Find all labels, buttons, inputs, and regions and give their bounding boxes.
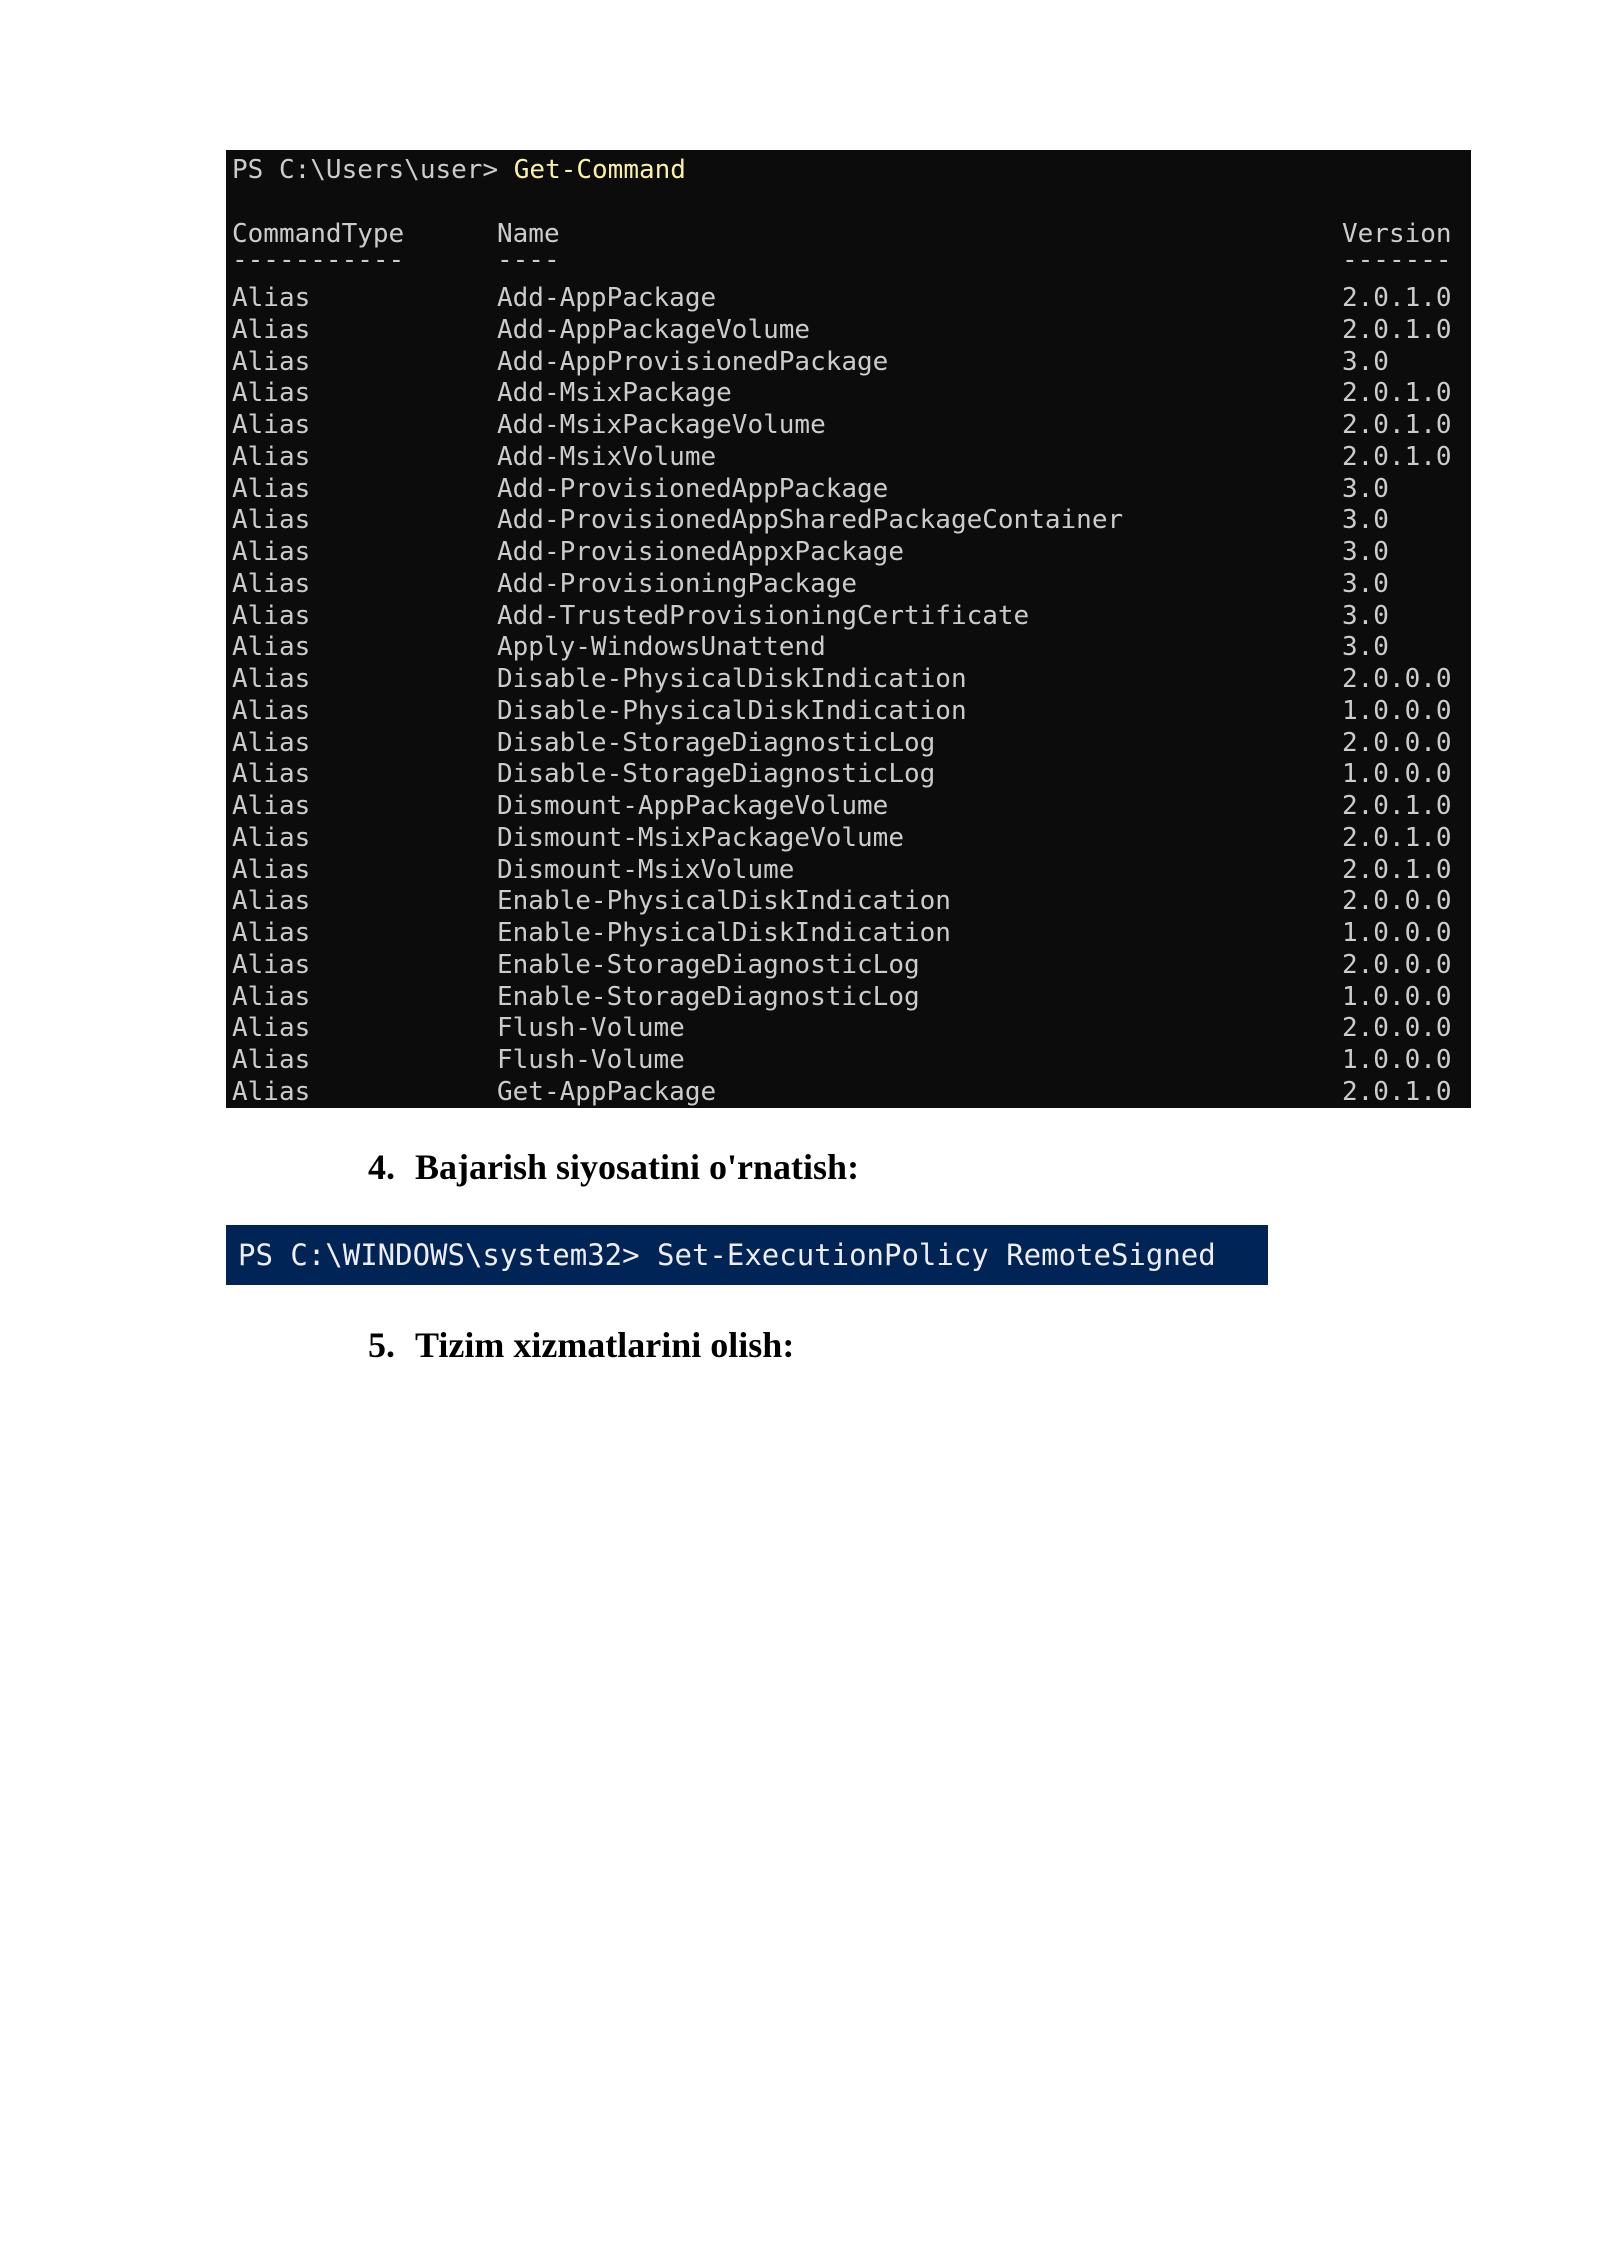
table-row (226, 282, 1471, 314)
row-commandtype: Alias (232, 632, 311, 663)
row-version: 2.0.1.0 (1342, 283, 1452, 313)
row-name: Add-AppPackageVolume (497, 314, 811, 345)
row-name: Add-ProvisionedAppPackage (497, 473, 889, 504)
row-version: 1.0.0.0 (1342, 759, 1452, 790)
section-4-number: 4. (368, 1147, 395, 1187)
row-name: Dismount-AppPackageVolume (497, 791, 889, 821)
row-commandtype: Alias (232, 1013, 311, 1044)
row-commandtype: Alias (232, 981, 311, 1012)
section-5-heading (368, 1324, 794, 1366)
row-commandtype: Alias (232, 854, 311, 885)
row-name: Enable-PhysicalDiskIndication (497, 886, 951, 917)
row-commandtype: Alias (232, 505, 311, 536)
row-commandtype: Alias (232, 378, 311, 409)
row-version: 3.0 (1342, 600, 1389, 631)
row-name: Disable-PhysicalDiskIndication (497, 664, 967, 694)
underline-commandtype: ----------- (232, 245, 405, 275)
row-version: 2.0.1.0 (1342, 314, 1452, 345)
table-row (226, 631, 1471, 663)
table-row (226, 981, 1471, 1013)
row-version: 3.0 (1342, 473, 1389, 504)
section-5-number: 5. (368, 1325, 395, 1365)
row-name: Flush-Volume (497, 1045, 685, 1075)
table-row (226, 1076, 1471, 1108)
table-row (226, 536, 1471, 568)
row-name: Add-MsixVolume (497, 441, 717, 472)
row-version: 1.0.0.0 (1342, 918, 1452, 948)
terminal-command: Get-Command (513, 155, 686, 185)
row-version: 2.0.1.0 (1342, 822, 1452, 853)
underline-version: ------- (1342, 245, 1452, 275)
row-version: 2.0.1.0 (1342, 410, 1452, 440)
row-name: Add-MsixPackage (497, 378, 732, 409)
row-version: 1.0.0.0 (1342, 981, 1452, 1012)
execution-policy-screenshot (226, 1225, 1268, 1285)
table-underline-row (226, 244, 1471, 276)
table-row (226, 790, 1471, 822)
row-name: Enable-PhysicalDiskIndication (497, 918, 951, 948)
table-row (226, 695, 1471, 727)
row-commandtype: Alias (232, 949, 311, 980)
section-5-title: Tizim xizmatlarini olish: (415, 1325, 795, 1365)
table-row (226, 727, 1471, 759)
row-version: 2.0.0.0 (1342, 664, 1452, 694)
row-version: 1.0.0.0 (1342, 1045, 1452, 1075)
table-row (226, 917, 1471, 949)
row-commandtype: Alias (232, 822, 311, 853)
header-commandtype: CommandType (232, 219, 405, 249)
row-commandtype: Alias (232, 727, 311, 758)
row-commandtype: Alias (232, 759, 311, 790)
row-name: Add-AppProvisionedPackage (497, 346, 889, 377)
table-row (226, 346, 1471, 378)
table-row (226, 314, 1471, 346)
row-commandtype: Alias (232, 346, 311, 377)
row-commandtype: Alias (232, 441, 311, 472)
row-commandtype: Alias (232, 1076, 311, 1107)
header-version: Version (1342, 219, 1452, 249)
row-commandtype: Alias (232, 568, 311, 599)
row-name: Apply-WindowsUnattend (497, 632, 826, 663)
row-version: 3.0 (1342, 568, 1389, 599)
row-name: Disable-PhysicalDiskIndication (497, 695, 967, 726)
row-commandtype: Alias (232, 600, 311, 631)
row-name: Dismount-MsixVolume (497, 854, 795, 885)
table-row (226, 409, 1471, 441)
table-row (226, 568, 1471, 600)
row-name: Enable-StorageDiagnosticLog (497, 981, 920, 1012)
row-name: Flush-Volume (497, 1013, 685, 1044)
table-row (226, 504, 1471, 536)
table-row (226, 600, 1471, 632)
table-row (226, 473, 1471, 505)
row-name: Disable-StorageDiagnosticLog (497, 727, 936, 758)
row-name: Add-MsixPackageVolume (497, 410, 826, 440)
row-version: 3.0 (1342, 537, 1389, 567)
execution-policy-command: PS C:\WINDOWS\system32> Set-ExecutionPolicy RemoteSigned (238, 1238, 1216, 1272)
section-4-heading (368, 1146, 859, 1188)
row-version: 2.0.1.0 (1342, 791, 1452, 821)
table-row (226, 949, 1471, 981)
terminal-prompt-line (232, 154, 686, 186)
row-version: 2.0.1.0 (1342, 441, 1452, 472)
row-name: Get-AppPackage (497, 1076, 717, 1107)
row-commandtype: Alias (232, 537, 311, 567)
row-version: 2.0.0.0 (1342, 1013, 1452, 1044)
row-commandtype: Alias (232, 918, 311, 948)
row-name: Dismount-MsixPackageVolume (497, 822, 904, 853)
get-command-terminal-screenshot (226, 150, 1471, 1108)
table-row (226, 1012, 1471, 1044)
row-commandtype: Alias (232, 1045, 311, 1075)
row-version: 2.0.0.0 (1342, 886, 1452, 917)
row-version: 2.0.1.0 (1342, 1076, 1452, 1107)
row-commandtype: Alias (232, 791, 311, 821)
table-row (226, 441, 1471, 473)
table-row (226, 854, 1471, 886)
terminal-prompt: PS C:\Users\user> (232, 155, 514, 185)
row-name: Add-AppPackage (497, 283, 717, 313)
row-version: 2.0.0.0 (1342, 727, 1452, 758)
underline-name: ---- (497, 245, 560, 275)
row-commandtype: Alias (232, 695, 311, 726)
row-version: 2.0.1.0 (1342, 378, 1452, 409)
row-version: 2.0.1.0 (1342, 854, 1452, 885)
row-name: Disable-StorageDiagnosticLog (497, 759, 936, 790)
row-commandtype: Alias (232, 410, 311, 440)
row-name: Enable-StorageDiagnosticLog (497, 949, 920, 980)
row-version: 3.0 (1342, 346, 1389, 377)
row-version: 3.0 (1342, 632, 1389, 663)
section-4-title: Bajarish siyosatini o'rnatish: (415, 1147, 860, 1187)
row-commandtype: Alias (232, 886, 311, 917)
row-commandtype: Alias (232, 664, 311, 694)
row-commandtype: Alias (232, 283, 311, 313)
header-name: Name (497, 219, 560, 249)
row-version: 3.0 (1342, 505, 1389, 536)
table-row (226, 663, 1471, 695)
table-row (226, 822, 1471, 854)
row-name: Add-ProvisionedAppxPackage (497, 537, 904, 567)
row-name: Add-ProvisionedAppSharedPackageContainer (497, 505, 1124, 536)
row-commandtype: Alias (232, 473, 311, 504)
table-row (226, 758, 1471, 790)
row-name: Add-TrustedProvisioningCertificate (497, 600, 1030, 631)
row-version: 1.0.0.0 (1342, 695, 1452, 726)
row-name: Add-ProvisioningPackage (497, 568, 858, 599)
table-row (226, 885, 1471, 917)
row-version: 2.0.0.0 (1342, 949, 1452, 980)
table-row (226, 377, 1471, 409)
table-row (226, 1044, 1471, 1076)
row-commandtype: Alias (232, 314, 311, 345)
